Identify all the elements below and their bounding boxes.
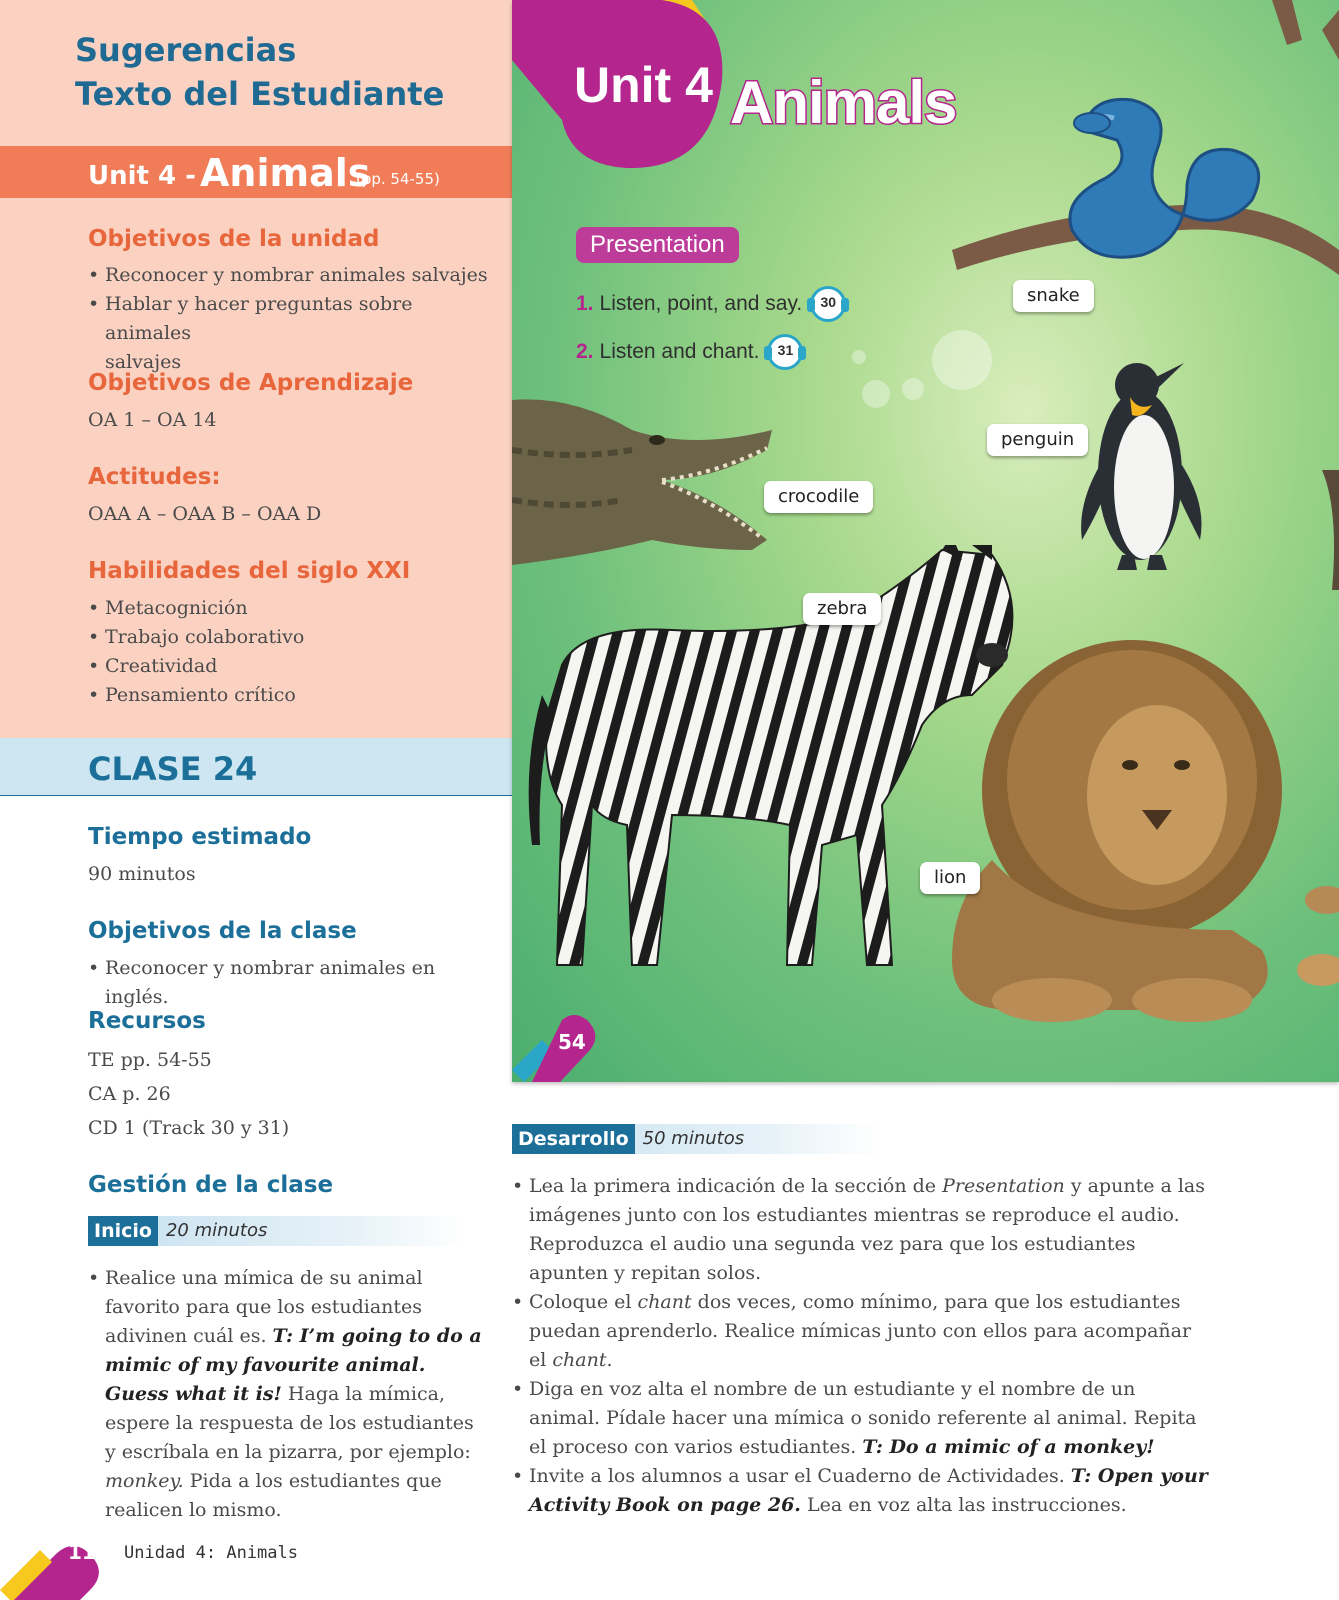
objetivos-unidad-list bbox=[88, 261, 488, 377]
tiempo-value: 90 minutos bbox=[88, 863, 196, 885]
lion-image bbox=[932, 630, 1339, 1030]
inicio-text-c: Pida a los estudiantes que realicen lo mismo. bbox=[105, 1470, 442, 1521]
desarrollo-label: Desarrollo bbox=[512, 1124, 635, 1154]
inicio-list bbox=[88, 1264, 488, 1525]
lion-label: lion bbox=[920, 862, 980, 894]
decor-bubble bbox=[932, 330, 992, 390]
unit-banner bbox=[0, 146, 512, 198]
audio-track-icon[interactable] bbox=[810, 286, 846, 322]
book-page-tab bbox=[512, 1010, 602, 1082]
recurso-item: CD 1 (Track 30 y 31) bbox=[88, 1117, 290, 1139]
inicio-label: Inicio bbox=[88, 1216, 158, 1246]
decor-bubble bbox=[902, 378, 924, 400]
unit-pages: (pp. 54-55) bbox=[356, 170, 440, 188]
penguin-image bbox=[1072, 355, 1222, 575]
continuation-text: salvajes bbox=[105, 351, 182, 373]
text: y apunte a las imágenes junto con los estudiantes mientras se reproduce el audio. Reproduzca el audio una segunda vez para que los estudiantes apunten y repitan solos. bbox=[529, 1175, 1206, 1284]
unit-prefix: Unit 4 - bbox=[88, 161, 196, 191]
footer-page-number: 116 bbox=[68, 1540, 110, 1564]
footer-label: Unidad 4: Animals bbox=[124, 1543, 298, 1563]
list-item bbox=[512, 1172, 1212, 1288]
list-item: • Reconocer y nombrar animales en inglés. bbox=[88, 954, 498, 1012]
inicio-text-b: Haga la mímica, espere la respuesta de los estudiantes y escríbala en la pizarra, por ejemplo: bbox=[105, 1383, 474, 1463]
partial-animal-image bbox=[1282, 880, 1339, 990]
partial-animal-image bbox=[1302, 470, 1339, 590]
habilidades-list bbox=[88, 594, 488, 710]
presentation-badge: Presentation bbox=[576, 227, 739, 263]
unit-name: Animals bbox=[200, 151, 371, 195]
list-item: • Creatividad bbox=[88, 652, 488, 681]
recursos-heading: Recursos bbox=[88, 1008, 206, 1034]
instruction-2 bbox=[576, 334, 803, 370]
clase-band bbox=[0, 738, 512, 796]
instruction-number: 2. bbox=[576, 340, 594, 363]
objetivos-clase-heading: Objetivos de la clase bbox=[88, 918, 357, 944]
objetivos-unidad-heading: Objetivos de la unidad bbox=[88, 226, 380, 252]
instruction-1 bbox=[576, 286, 846, 322]
instruction-text: Listen and chant. bbox=[599, 340, 760, 363]
desarrollo-tag bbox=[512, 1124, 882, 1154]
emphasis: Presentation bbox=[942, 1175, 1065, 1197]
audio-track-icon[interactable] bbox=[767, 334, 803, 370]
title-line-2: Texto del Estudiante bbox=[75, 75, 445, 113]
book-animals-title: Animals bbox=[730, 69, 957, 136]
instruction-number: 1. bbox=[576, 292, 594, 315]
list-item: • Metacognición bbox=[88, 594, 488, 623]
text: Invite a los alumnos a usar el Cuaderno de Actividades. bbox=[529, 1465, 1065, 1487]
recursos-list bbox=[88, 1043, 289, 1145]
text: Diga en voz alta el nombre de un estudiante y el nombre de un animal. Pídale hacer una mímica o sonido referente al animal. Repita el proceso con varios estudiantes. bbox=[529, 1378, 1197, 1458]
teacher-quote: T: Do a mimic of a monkey! bbox=[862, 1436, 1155, 1458]
inicio-example: monkey. bbox=[105, 1470, 184, 1492]
list-item bbox=[512, 1375, 1212, 1462]
list-item bbox=[512, 1462, 1212, 1520]
decor-bubble bbox=[862, 380, 890, 408]
book-page-number: 54 bbox=[558, 1030, 586, 1054]
crocodile-label: crocodile bbox=[764, 481, 873, 513]
text: . bbox=[606, 1349, 613, 1371]
list-item: • Reconocer y nombrar animales salvajes bbox=[88, 261, 488, 290]
zebra-label: zebra bbox=[803, 593, 881, 625]
recurso-item: TE pp. 54-55 bbox=[88, 1049, 212, 1071]
text: Coloque el bbox=[529, 1291, 632, 1313]
inicio-teacher-quote: T: I’m going to do a mimic of my favourite animal. Guess what it is! bbox=[105, 1325, 482, 1405]
title-line-1: Sugerencias bbox=[75, 31, 297, 69]
text: Lea la primera indicación de la sección de bbox=[529, 1175, 937, 1197]
student-book-page bbox=[512, 0, 1339, 1082]
teacher-quote: T: Open your Activity Book on page 26. bbox=[529, 1465, 1208, 1516]
emphasis: chant bbox=[637, 1291, 692, 1313]
penguin-label: penguin bbox=[987, 424, 1088, 456]
list-item bbox=[512, 1288, 1212, 1375]
book-unit-title: Unit 4 bbox=[574, 57, 713, 113]
actitudes-heading: Actitudes: bbox=[88, 464, 221, 490]
text: dos veces, como mínimo, para que los estudiantes puedan aprenderlo. Realice mímicas junto con ellos para acompañar el bbox=[529, 1291, 1192, 1371]
objetivos-clase-list bbox=[88, 954, 498, 1012]
decor-bubble bbox=[852, 350, 866, 364]
objetivos-aprendizaje-value: OA 1 – OA 14 bbox=[88, 409, 217, 431]
track-number: 31 bbox=[777, 342, 794, 358]
list-item: • Trabajo colaborativo bbox=[88, 623, 488, 652]
emphasis: chant bbox=[552, 1349, 607, 1371]
inicio-text-a: Realice una mímica de su animal favorito para que los estudiantes adivinen cuál es. bbox=[105, 1267, 423, 1347]
list-item: • Pensamiento crítico bbox=[88, 681, 488, 710]
tiempo-heading: Tiempo estimado bbox=[88, 824, 312, 850]
desarrollo-list bbox=[512, 1172, 1212, 1520]
actitudes-value: OAA A – OAA B – OAA D bbox=[88, 503, 322, 525]
habilidades-heading: Habilidades del siglo XXI bbox=[88, 558, 411, 584]
inicio-duration: 20 minutos bbox=[165, 1220, 268, 1241]
instruction-text: Listen, point, and say. bbox=[599, 292, 803, 315]
text: Lea en voz alta las instrucciones. bbox=[806, 1494, 1127, 1516]
clase-title: CLASE 24 bbox=[88, 750, 258, 788]
objetivos-aprendizaje-heading: Objetivos de Aprendizaje bbox=[88, 370, 414, 396]
snake-label: snake bbox=[1013, 280, 1094, 312]
list-item bbox=[88, 1264, 488, 1525]
gestion-heading: Gestión de la clase bbox=[88, 1172, 334, 1198]
desarrollo-duration: 50 minutos bbox=[642, 1128, 745, 1149]
recurso-item: CA p. 26 bbox=[88, 1083, 171, 1105]
page-title bbox=[75, 28, 444, 116]
track-number: 30 bbox=[820, 294, 837, 310]
list-item: • Hablar y hacer preguntas sobre animales bbox=[88, 290, 488, 348]
inicio-tag bbox=[88, 1216, 468, 1246]
snake-image bbox=[942, 0, 1339, 300]
